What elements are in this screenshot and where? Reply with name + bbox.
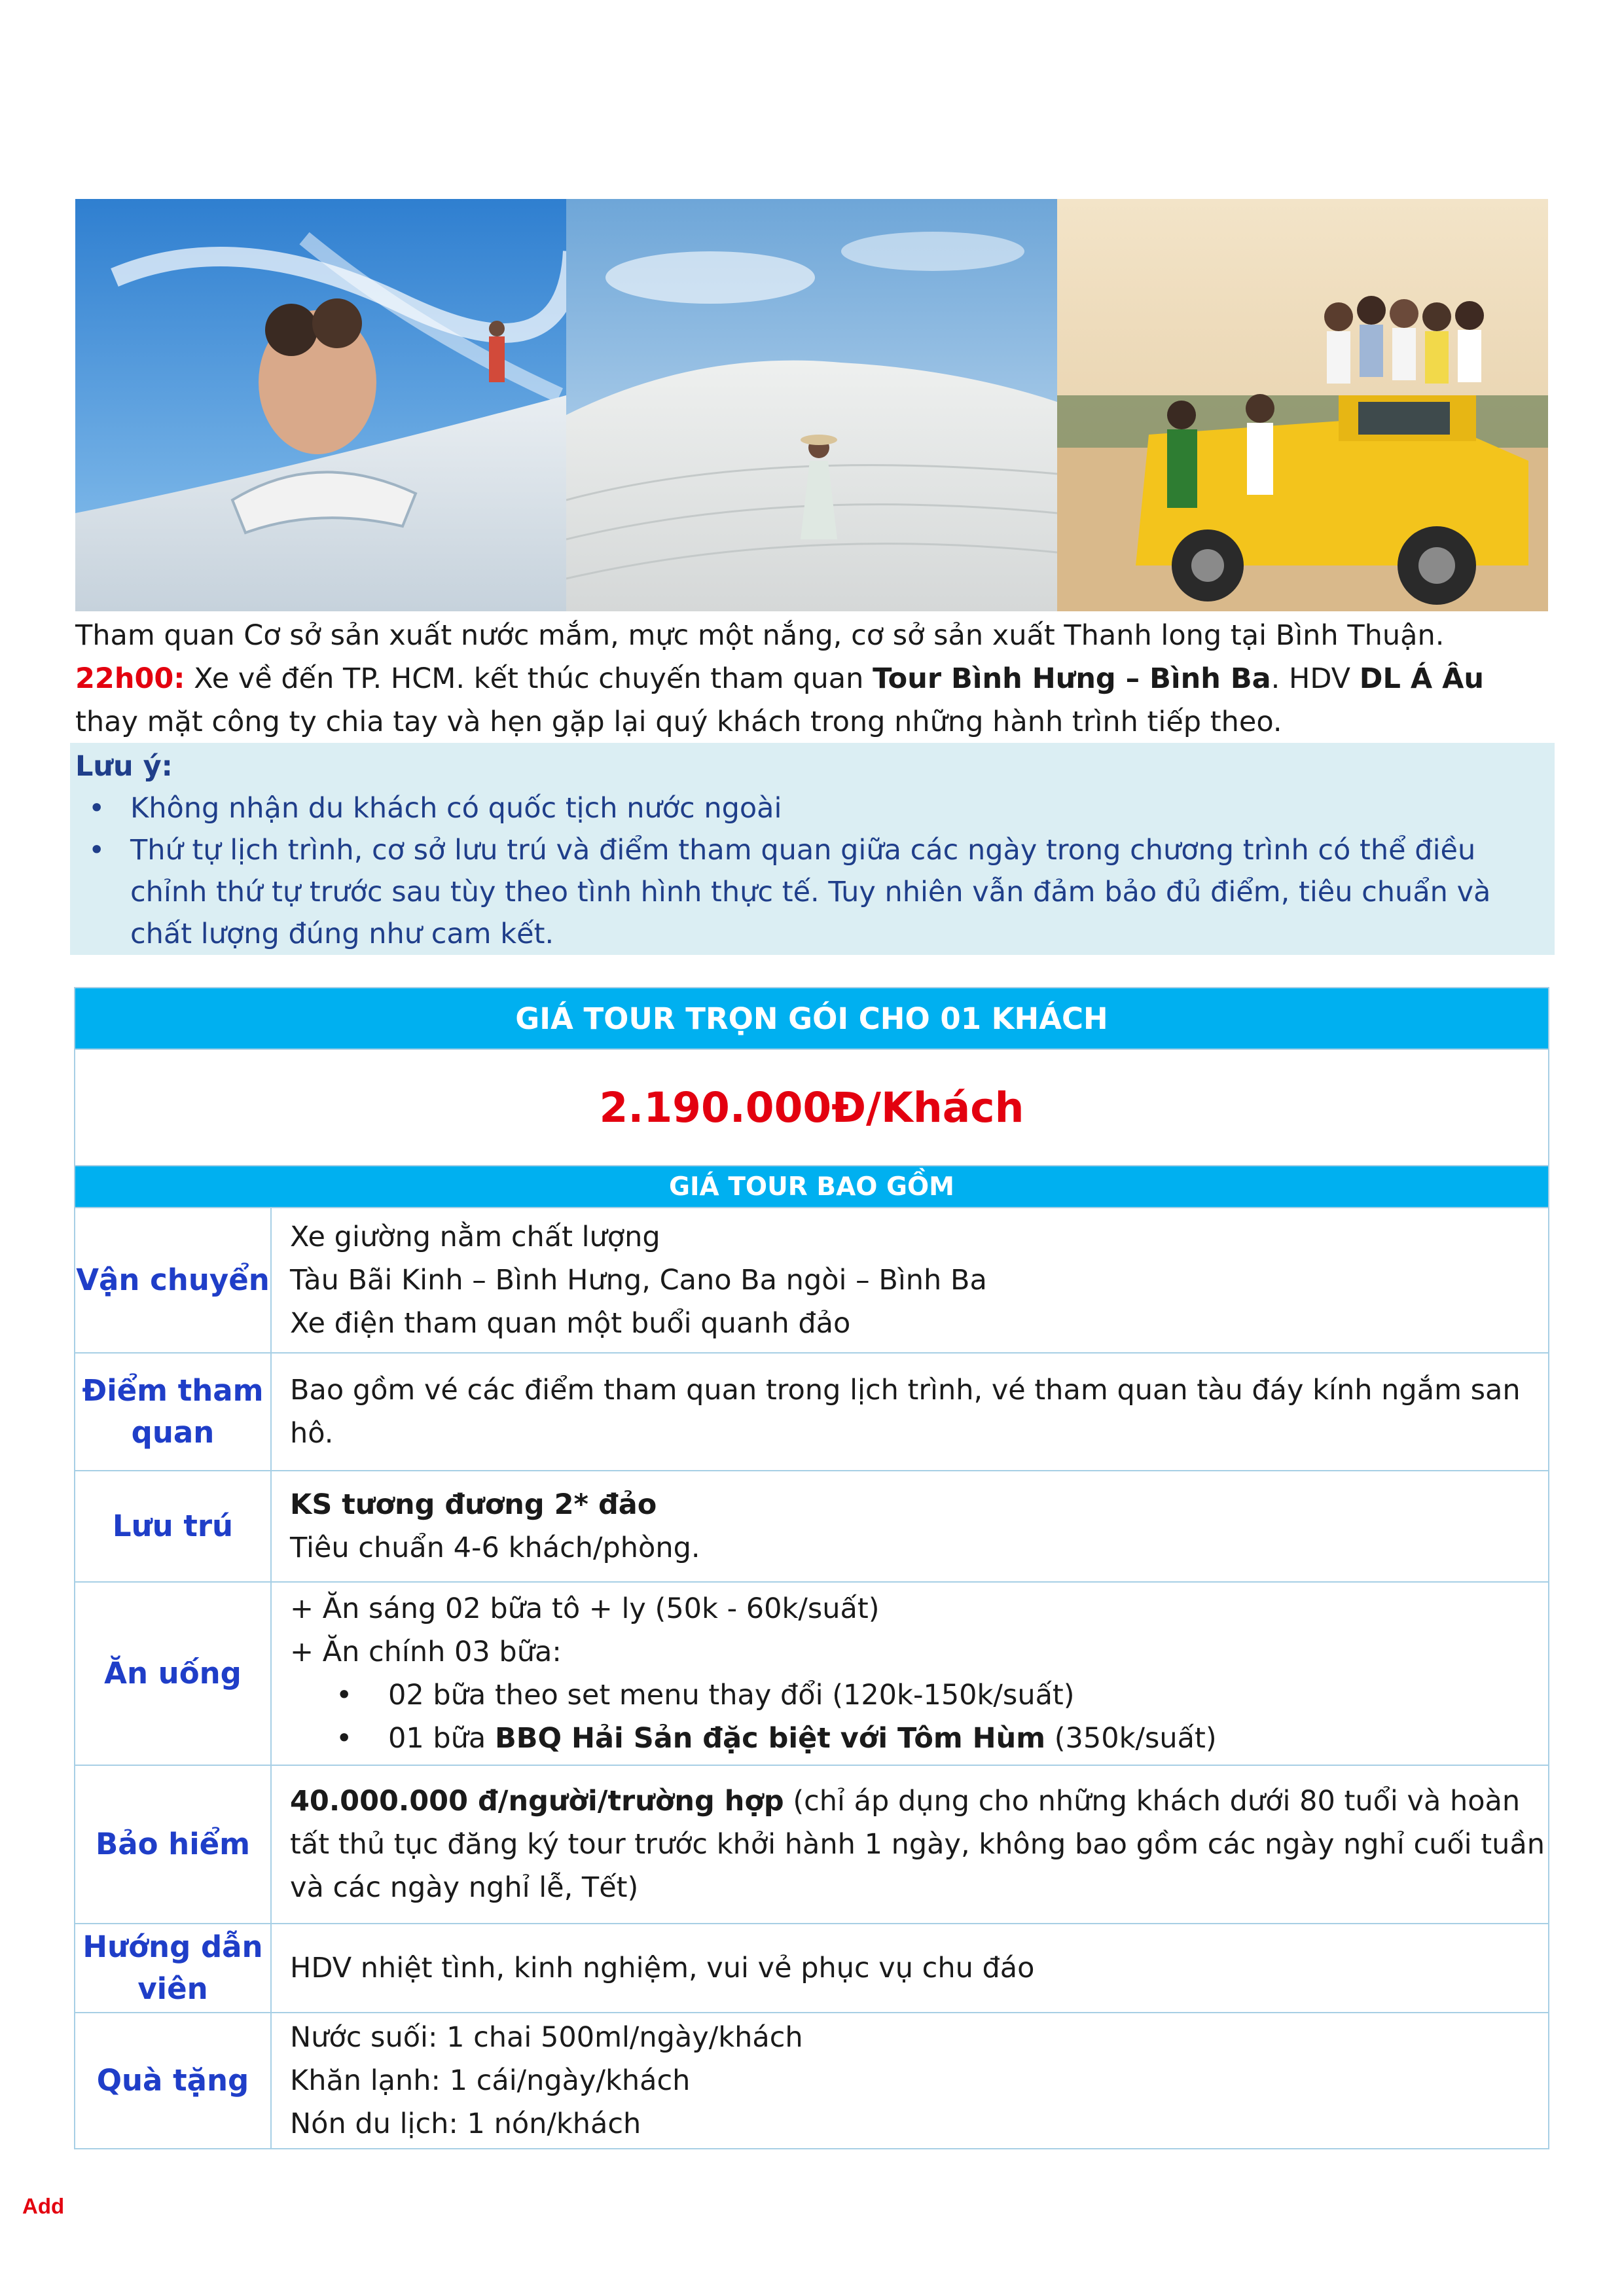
return-text: 22h00: Xe về đến TP. HCM. kết thúc chuyến tham quan Tour Bình Hưng – Bình Ba. HDV DL Á Âu [75,662,1484,695]
photo-strip [75,199,1548,611]
sightseeing-label: Điểm tham quan [75,1353,271,1471]
meals-list [290,1674,1548,1760]
guide-value: HDV nhiệt tình, kinh nghiệm, vui vẻ phục vụ chu đáo [271,1924,1549,2013]
itinerary-closing-text [75,614,1555,744]
transport-value: Xe giường nằm chất lượng Tàu Bãi Kinh – Bình Hưng, Cano Ba ngòi – Bình Ba Xe điện tham quan một buổi quanh đảo [271,1208,1549,1353]
tour-price: 2.190.000Đ/Khách [75,1049,1549,1166]
return-time: 22h00: [75,662,185,695]
note-box [70,743,1555,955]
table-row-transport [75,1208,1549,1353]
table-row-guide [75,1924,1549,2013]
table-row-insurance [75,1765,1549,1924]
sandboarding-photo [75,199,566,611]
table-row-sightseeing [75,1353,1549,1471]
accommodation-label: Lưu trú [75,1471,271,1582]
meals-label: Ăn uống [75,1582,271,1765]
note-item: • Không nhận du khách có quốc tịch nước ngoài [130,787,1549,829]
note-title: Lưu ý: [75,750,173,783]
list-item: • 02 bữa theo set menu thay đổi (120k-150k/suất) [388,1674,1548,1717]
price-table-header: GIÁ TOUR TRỌN GÓI CHO 01 KHÁCH [75,988,1549,1049]
transport-label: Vận chuyển [75,1208,271,1353]
company-name: DL Á Âu [1359,662,1484,695]
tour-name: Tour Bình Hưng – Bình Ba [873,662,1271,695]
note-item: • Thứ tự lịch trình, cơ sở lưu trú và điểm tham quan giữa các ngày trong chương trình có thể điều chỉnh thứ tự trước sau tùy theo tình hình thực tế. Tuy nhiên vẫn đảm bảo đủ điểm, tiêu chuẩn và chất lượng đúng như cam kết. [130,829,1549,955]
bullet-icon: • [88,834,105,867]
bullet-icon: • [336,1679,353,1712]
white-sand-dunes-photo [566,199,1057,611]
guide-label: Hướng dẫn viên [75,1924,271,2013]
table-row-accommodation [75,1471,1549,1582]
table-row-gifts [75,2013,1549,2149]
accommodation-value: KS tương đương 2* đảo Tiêu chuẩn 4-6 khách/phòng. [271,1471,1549,1582]
insurance-value: 40.000.000 đ/người/trường hợp (chỉ áp dụng cho những khách dưới 80 tuổi và hoàn tất thủ tục đăng ký tour trước khởi hành 1 ngày, không bao gồm các ngày nghỉ cuối tuần và các ngày nghỉ lễ, Tết) [271,1765,1549,1924]
sightseeing-value: Bao gồm vé các điểm tham quan trong lịch trình, vé tham quan tàu đáy kính ngắm san hô. [271,1353,1549,1471]
bullet-icon: • [88,792,105,825]
note-list [75,787,1549,955]
jeep-group-photo [1057,199,1548,611]
list-item: • 01 bữa BBQ Hải Sản đặc biệt với Tôm Hùm (350k/suất) [388,1717,1548,1760]
gifts-label: Quà tặng [75,2013,271,2149]
meals-value: + Ăn sáng 02 bữa tô + ly (50k - 60k/suất) + Ăn chính 03 bữa: • 02 bữa theo set menu thay đổi (120k-150k/suất) • 01 bữa BBQ Hải Sản đặc biệt với Tôm Hùm (350k/suất) [271,1582,1549,1765]
gifts-value: Nước suối: 1 chai 500ml/ngày/khách Khăn lạnh: 1 cái/ngày/khách Nón du lịch: 1 nón/khách [271,2013,1549,2149]
add-link[interactable]: Add [22,2194,65,2218]
price-table [74,987,1549,2149]
includes-header: GIÁ TOUR BAO GỒM [75,1166,1549,1208]
insurance-label: Bảo hiểm [75,1765,271,1924]
bullet-icon: • [336,1722,353,1755]
factory-visit-text: Tham quan Cơ sở sản xuất nước mắm, mực một nắng, cơ sở sản xuất Thanh long tại Bình Thuận. [75,619,1445,652]
farewell-text: thay mặt công ty chia tay và hẹn gặp lại quý khách trong những hành trình tiếp theo. [75,706,1282,738]
table-row-meals [75,1582,1549,1765]
